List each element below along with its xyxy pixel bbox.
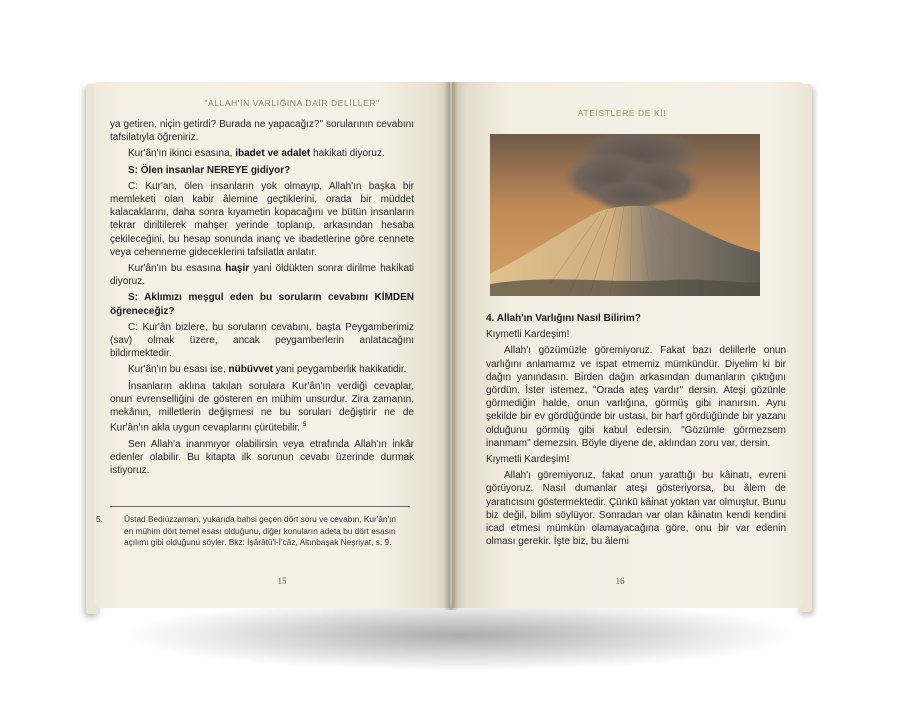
left-page (94, 82, 450, 608)
right-page-body (486, 312, 786, 551)
book-gutter (444, 82, 458, 610)
right-running-header: ATEİSTLERE DE Kİ! (577, 108, 667, 118)
footnote-divider (110, 506, 410, 507)
left-page-number: 15 (277, 576, 287, 586)
left-page-body (110, 118, 414, 480)
footnote-text: Üstad Bediüzzaman, yukarıda bahsi geçen dört soru ve cevabın, Kur'ân'ın en mühim dört temel esası olduğunu, diğer konuların adeta bu dört esasın açılımı gibi olduğunu söyler. Bkz: İşârâtü'l-İ'câz, Altınbaşak Neşriyat, s. 9. (124, 514, 397, 547)
left-paragraph (110, 147, 414, 160)
left-paragraph: ya getiren, niçin getirdi? Burada ne yapacağız?" sorularının cevabını tafsilatıyla öğreniriz. (110, 119, 414, 144)
right-paragraph: Allah'ı gözümüzle göremiyoruz. Fakat bazı delillerle onun varlığını anlamamız ve ispat etmemiz mümkündür. Diyelim ki bir dağın yanındasın. Birden dağın arkasından dumanların çıktığını gördün. İster istemez, "Orada ateş vardır" dersin. Ateşi gözünle görmediğin halde, onun varlığına, görmüş gibi inanırsın. Aynı şekilde bir ev gördüğünde bir ustası, bir harf gördüğünde bir yazanı olduğunu görmüş gibi kabul edersin. "Gözümle görmezsem inanmam" demezsin. Böyle diyene de, aklından zoru var, dersin. (486, 345, 786, 449)
question-heading: S: Aklımızı meşgul eden bu soruların cevabını KİMDEN öğreneceğiz? (110, 292, 414, 317)
section-heading: 4. Allah'ın Varlığını Nasıl Bilirim? (486, 313, 641, 324)
left-running-header: "ALLAH'IN VARLIĞINA DAİR DELİLLER" (204, 98, 380, 108)
right-page-number: 16 (615, 576, 625, 586)
volcano-photo (490, 134, 760, 296)
left-paragraph (110, 363, 414, 376)
text-run: Kur'ân'ın bu esasına (128, 263, 226, 275)
text-run: hakikati diyoruz. (310, 148, 385, 160)
question-heading: S: Ölen insanlar NEREYE gidiyor? (128, 164, 291, 176)
left-paragraph (110, 380, 414, 435)
bold-term: nübüvvet (228, 364, 273, 376)
left-paragraph (110, 262, 414, 288)
greeting: Kıymetli Kardeşim! (486, 454, 570, 466)
footnote-reference: 5 (302, 422, 307, 429)
text-run: İnsanların aklına takılan sorulara Kur'ân'ın verdiği cevaplar, onun evrenselliğini de gösteren en mühim unsurdur. Zira zamanın, mekânın, milletlerin değişmesi ne bu soruları değiştirir ne de Kur'ân'ın akla uygun cevaplarını çürütebilir. (110, 380, 414, 434)
volcano-illustration (490, 134, 760, 296)
text-run: yani peygamberlik hakikatidir. (273, 364, 407, 376)
footnote-number: 5. (96, 514, 103, 524)
greeting: Kıymetli Kardeşim! (486, 329, 570, 341)
left-paragraph: Sen Allah'a inanmıyor olabilirsin veya etrafında Allah'ın inkâr edenler olabilir. Bu kitapta ilk sorunun cevabı üzerinde durmak istiyoruz. (110, 438, 414, 477)
text-run: yani öldükten sonra dirilme hakikati diyoruz. (110, 263, 415, 288)
bold-term: haşir (225, 263, 250, 275)
left-paragraph: C: Kur'an, ölen insanların yok olmayıp, Allah'ın başka bir memleketi olan kabir âlemine geçtiklerini, orada bir müddet kalacaklarını, daha sonra kıyametin kopacağını ve bütün insanların tekrar diriltilerek mahşer yerinde toplanıp, arkasından hesaba çekileceğini, bu hesap sonunda inanç ve ibadetlerine göre cennete veya cehenneme gideceklerini tafsilatla anlatır. (110, 180, 414, 258)
right-paragraph: Allah'ı göremiyoruz, fakat onun yarattığı bu kâinatı, evreni görüyoruz. Nasıl dumanlar ateşi gösteriyorsa, bu âlem de yaratıcısını göstermektedir. Çünkü kâinat yoktan var olmuştur. Bunu biz değil, bilim söylüyor. Sonradan var olan kâinatın kendi kendini icad etmesi mümkün olamayacağına göre, onu bir var edenin olması gerekir. İşte biz, bu âlemi (486, 470, 786, 548)
footnote (96, 514, 400, 549)
text-run: Kur'ân'ın bu esası ise, (128, 364, 229, 376)
left-paragraph: C: Kur'ân bizlere, bu soruların cevabını, başta Peygamberimiz (sav) olmak üzere, ancak peygamberlerin anlatacağını bildirmektedir. (110, 321, 414, 360)
text-run: Kur'ân'ın ikinci esasına, (128, 148, 236, 160)
right-page (452, 82, 804, 608)
bold-term: ibadet ve adalet (235, 148, 311, 160)
